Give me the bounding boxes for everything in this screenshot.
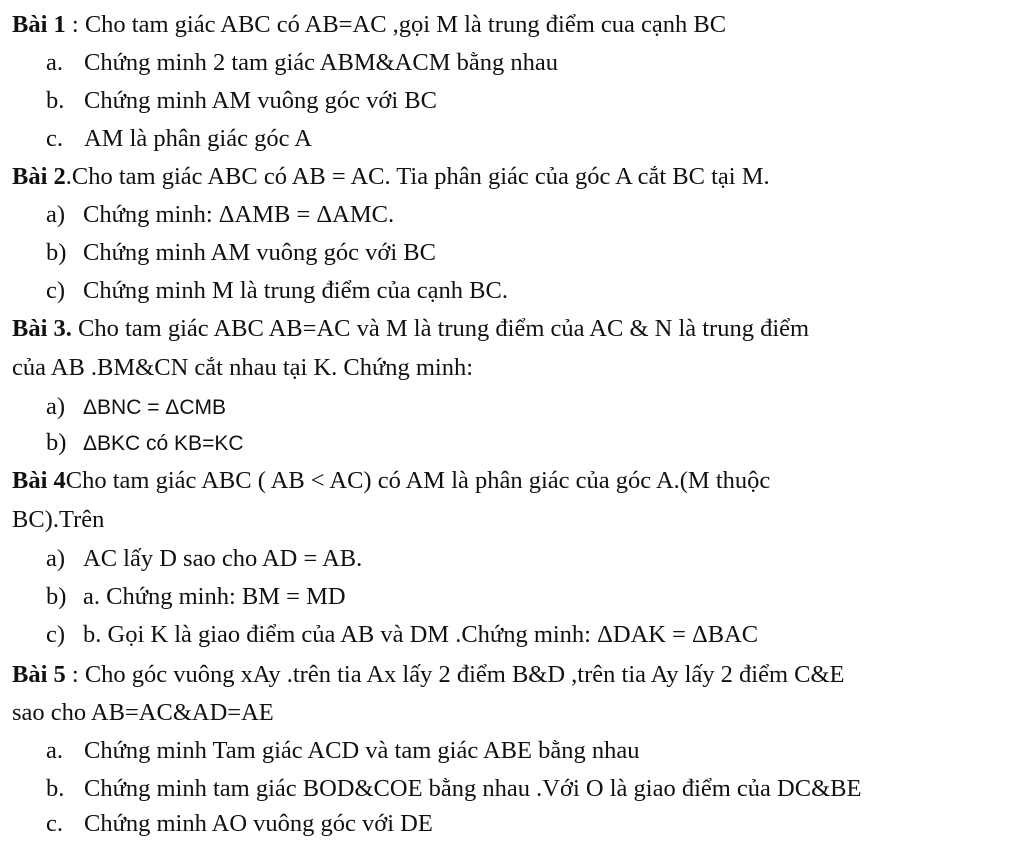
- item-text: ΔBKC có KB=KC: [83, 432, 244, 455]
- item-text: Chứng minh M là trung điểm của cạnh BC.: [83, 277, 508, 304]
- item-label: a): [46, 201, 66, 228]
- item-label: c.: [46, 125, 63, 152]
- problem-2-statement: [12, 158, 770, 196]
- item-text: Chứng minh 2 tam giác ABM&ACM bằng nhau: [84, 49, 558, 76]
- problem-2-item-a: [46, 196, 394, 234]
- problem-1-item-b: [46, 82, 437, 120]
- item-label: a): [46, 545, 66, 572]
- item-label: b.: [46, 775, 65, 802]
- problem-5-continuation: sao cho AB=AC&AD=AE: [12, 699, 274, 726]
- problem-1-title: Bài 1: [12, 11, 66, 38]
- problem-2-item-c: [46, 272, 508, 310]
- problem-2-item-b: [46, 234, 436, 272]
- item-label: b): [46, 583, 67, 610]
- item-text: AM là phân giác góc A: [84, 125, 312, 152]
- problem-3-statement: [12, 310, 809, 348]
- problem-3-continuation: của AB .BM&CN cắt nhau tại K. Chứng minh:: [12, 354, 474, 381]
- item-text: Chứng minh tam giác BOD&COE bằng nhau .Với O là giao điểm của DC&BE: [84, 775, 862, 802]
- problem-4-title: Bài 4: [12, 467, 66, 494]
- problem-4-item-c: [46, 616, 758, 654]
- problem-3-title: Bài 3.: [12, 315, 72, 342]
- problem-2-text: .Cho tam giác ABC có AB = AC. Tia phân giác của góc A cắt BC tại M.: [65, 163, 770, 190]
- problem-4-statement: [12, 462, 770, 500]
- problem-1-statement: [12, 6, 726, 44]
- item-text: Chứng minh: ΔAMB = ΔAMC.: [83, 201, 395, 228]
- item-text: Chứng minh Tam giác ACD và tam giác ABE bằng nhau: [84, 737, 640, 764]
- problem-1-item-c: [46, 120, 312, 158]
- item-text: ΔBNC = ΔCMB: [83, 396, 226, 419]
- problem-5-statement: [12, 656, 845, 694]
- problem-4-item-b: [46, 578, 346, 616]
- item-text: AC lấy D sao cho AD = AB.: [83, 545, 363, 572]
- problem-1-text: : Cho tam giác ABC có AB=AC ,gọi M là trung điểm cua cạnh BC: [65, 11, 727, 38]
- problem-4-continuation: BC).Trên: [12, 506, 105, 533]
- item-label: a): [46, 393, 66, 420]
- item-label: a.: [46, 737, 63, 764]
- item-text: Chứng minh AM vuông góc với BC: [84, 87, 437, 114]
- item-label: b.: [46, 87, 65, 114]
- problem-5-item-c: [46, 805, 433, 843]
- problem-5-text: : Cho góc vuông xAy .trên tia Ax lấy 2 điểm B&D ,trên tia Ay lấy 2 điểm C&E: [65, 661, 845, 688]
- item-text: Chứng minh AO vuông góc với DE: [84, 810, 433, 837]
- item-label: b): [46, 429, 67, 456]
- item-label: b): [46, 239, 67, 266]
- problem-4-item-a: [46, 540, 362, 578]
- item-label: c.: [46, 810, 63, 837]
- problem-5-item-a: [46, 732, 639, 770]
- problem-2-title: Bài 2: [12, 163, 66, 190]
- item-label: c): [46, 277, 66, 304]
- problem-1-item-a: [46, 44, 558, 82]
- problem-3-item-b: [46, 424, 244, 462]
- problem-3-item-a: [46, 388, 226, 426]
- problem-5-item-b: [46, 770, 861, 808]
- item-text: a. Chứng minh: BM = MD: [83, 583, 346, 610]
- item-label: c): [46, 621, 66, 648]
- item-text: Chứng minh AM vuông góc với BC: [83, 239, 436, 266]
- item-label: a.: [46, 49, 63, 76]
- item-text: b. Gọi K là giao điểm của AB và DM .Chứng minh: ΔDAK = ΔBAC: [83, 621, 759, 648]
- problem-5-title: Bài 5: [12, 661, 66, 688]
- problem-3-text: Cho tam giác ABC AB=AC và M là trung điểm của AC & N là trung điểm: [71, 315, 810, 342]
- problem-4-text: Cho tam giác ABC ( AB < AC) có AM là phân giác của góc A.(M thuộc: [65, 467, 771, 494]
